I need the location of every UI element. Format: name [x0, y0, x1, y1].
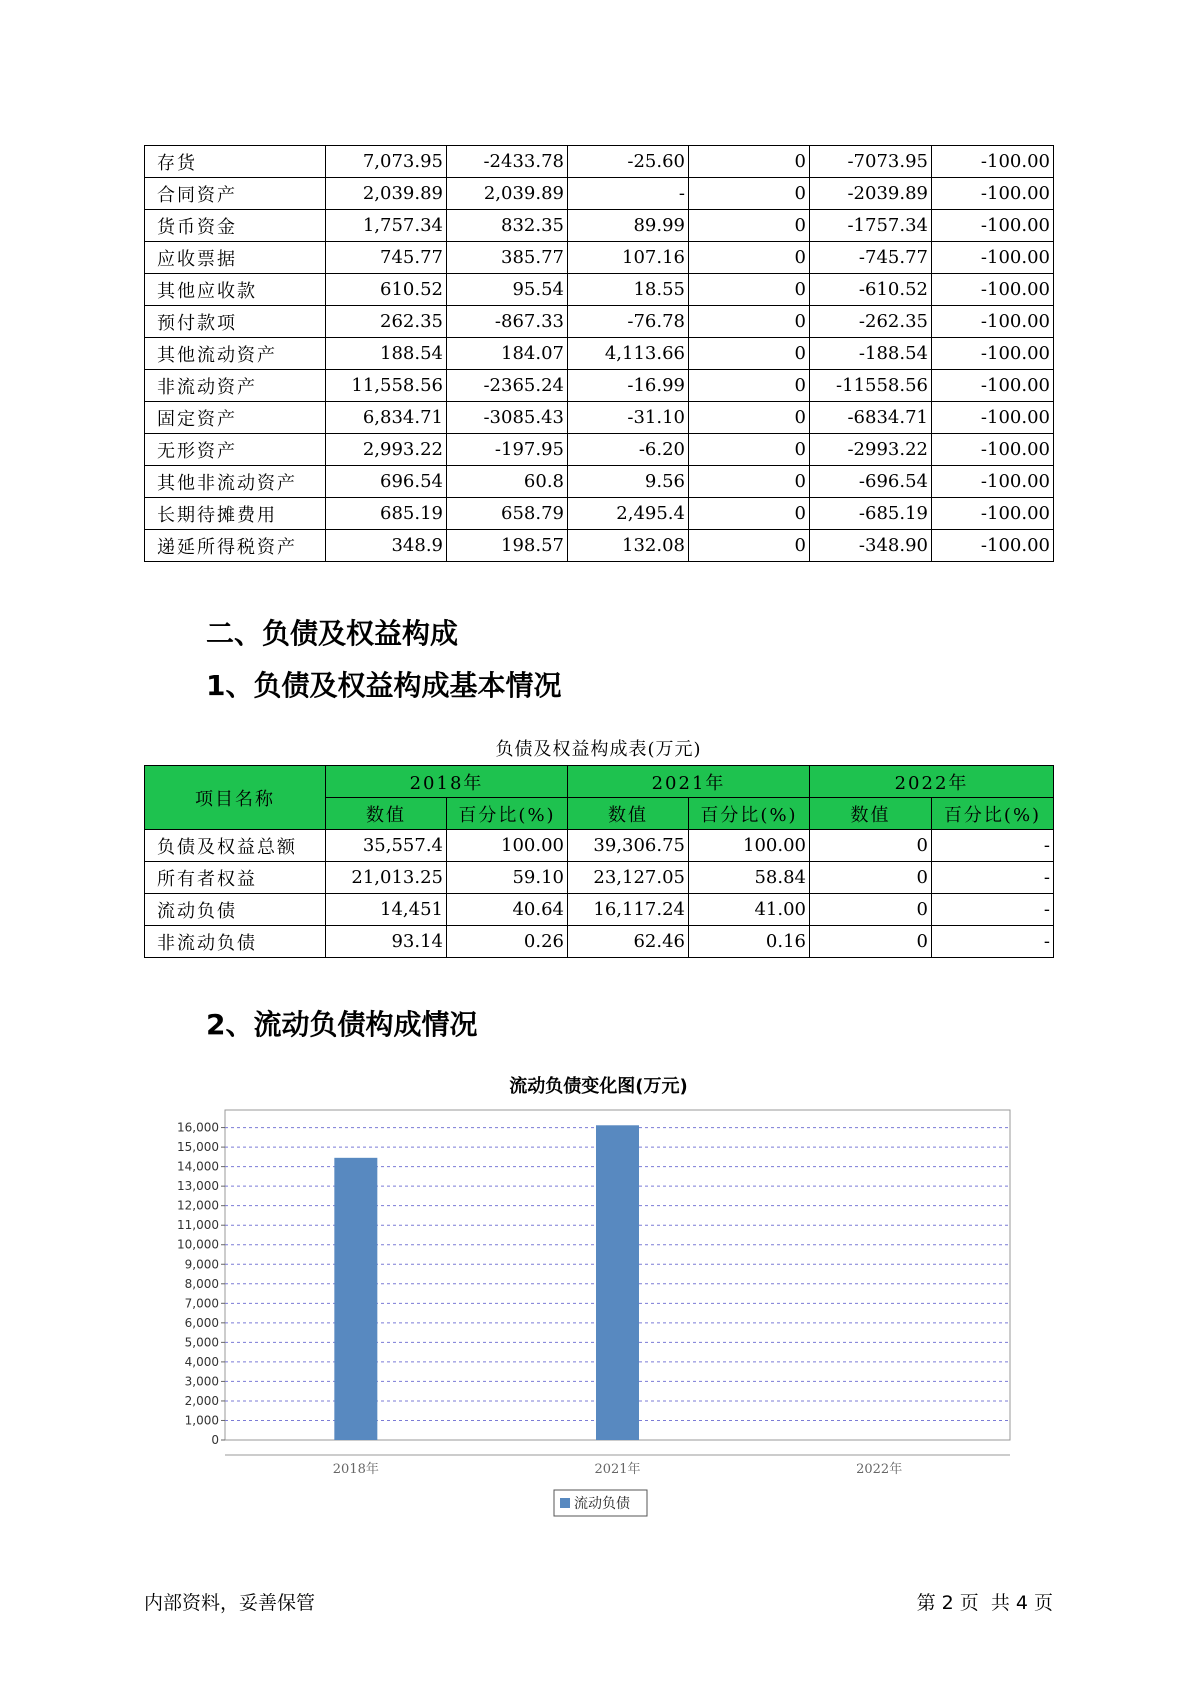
cell-value: -188.54	[810, 338, 932, 370]
cell-value: 2,993.22	[326, 434, 447, 466]
cell-value: 348.9	[326, 530, 447, 562]
y-tick-label: 2,000	[184, 1393, 219, 1408]
y-tick-label: 14,000	[177, 1159, 219, 1174]
cell-value: 0	[689, 146, 810, 178]
y-tick-label: 12,000	[177, 1198, 219, 1213]
legend-swatch	[560, 1498, 570, 1508]
cell-value: 39,306.75	[568, 830, 689, 862]
cell-value: 658.79	[447, 498, 568, 530]
cell-value: -	[568, 178, 689, 210]
cell-value: 21,013.25	[326, 862, 447, 894]
cell-value: -100.00	[932, 434, 1054, 466]
cell-value: -11558.56	[810, 370, 932, 402]
row-label: 预付款项	[145, 306, 326, 338]
cell-value: -100.00	[932, 210, 1054, 242]
cell-value: -25.60	[568, 146, 689, 178]
cell-value: 7,073.95	[326, 146, 447, 178]
cell-value: 58.84	[689, 862, 810, 894]
cell-value: -696.54	[810, 466, 932, 498]
row-label: 无形资产	[145, 434, 326, 466]
row-label: 其他非流动资产	[145, 466, 326, 498]
row-label: 存货	[145, 146, 326, 178]
cell-value: -2433.78	[447, 146, 568, 178]
bar-2018年	[334, 1158, 377, 1440]
cell-value: -6834.71	[810, 402, 932, 434]
cell-value: 35,557.4	[326, 830, 447, 862]
cell-value: 95.54	[447, 274, 568, 306]
cell-value: -348.90	[810, 530, 932, 562]
cell-value: 0	[689, 370, 810, 402]
cell-value: -1757.34	[810, 210, 932, 242]
header-percent: 百分比(%)	[932, 798, 1054, 830]
row-label: 合同资产	[145, 178, 326, 210]
table-caption: 负债及权益构成表(万元)	[495, 739, 702, 760]
bar-2021年	[596, 1125, 639, 1440]
cell-value: -100.00	[932, 498, 1054, 530]
legend-label: 流动负债	[574, 1496, 630, 1512]
cell-value: 610.52	[326, 274, 447, 306]
subsection-heading-1: 1、负债及权益构成基本情况	[206, 669, 562, 702]
cell-value: -100.00	[932, 178, 1054, 210]
cell-value: -	[932, 862, 1054, 894]
cell-value: 0	[689, 434, 810, 466]
cell-value: 40.64	[447, 894, 568, 926]
cell-value: 0	[689, 274, 810, 306]
y-tick-label: 3,000	[184, 1374, 219, 1389]
cell-value: 2,039.89	[447, 178, 568, 210]
y-tick-label: 15,000	[177, 1140, 219, 1155]
x-tick-label: 2018年	[332, 1462, 379, 1477]
row-label: 所有者权益	[145, 862, 326, 894]
cell-value: -100.00	[932, 530, 1054, 562]
cell-value: 41.00	[689, 894, 810, 926]
cell-value: -100.00	[932, 466, 1054, 498]
row-label: 货币资金	[145, 210, 326, 242]
cell-value: -197.95	[447, 434, 568, 466]
row-label: 流动负债	[145, 894, 326, 926]
cell-value: 745.77	[326, 242, 447, 274]
cell-value: 9.56	[568, 466, 689, 498]
x-tick-label: 2022年	[856, 1462, 903, 1477]
cell-value: 188.54	[326, 338, 447, 370]
cell-value: 0	[689, 210, 810, 242]
cell-value: -610.52	[810, 274, 932, 306]
cell-value: 184.07	[447, 338, 568, 370]
cell-value: 0.26	[447, 926, 568, 958]
cell-value: 11,558.56	[326, 370, 447, 402]
header-year-2018: 2018年	[326, 766, 568, 798]
header-year-2021: 2021年	[568, 766, 810, 798]
cell-value: 62.46	[568, 926, 689, 958]
y-tick-label: 11,000	[177, 1218, 219, 1233]
cell-value: -2993.22	[810, 434, 932, 466]
cell-value: -100.00	[932, 338, 1054, 370]
section-heading: 二、负债及权益构成	[206, 617, 459, 650]
x-tick-label: 2021年	[594, 1462, 641, 1477]
cell-value: 0	[810, 830, 932, 862]
header-value: 数值	[810, 798, 932, 830]
cell-value: 685.19	[326, 498, 447, 530]
cell-value: -100.00	[932, 274, 1054, 306]
header-percent: 百分比(%)	[447, 798, 568, 830]
cell-value: 1,757.34	[326, 210, 447, 242]
cell-value: 89.99	[568, 210, 689, 242]
cell-value: -100.00	[932, 306, 1054, 338]
cell-value: -100.00	[932, 146, 1054, 178]
row-label: 应收票据	[145, 242, 326, 274]
cell-value: -76.78	[568, 306, 689, 338]
cell-value: -745.77	[810, 242, 932, 274]
cell-value: 0	[689, 242, 810, 274]
cell-value: 385.77	[447, 242, 568, 274]
footer-confidential: 内部资料，妥善保管	[144, 1592, 316, 1614]
cell-value: 14,451	[326, 894, 447, 926]
header-percent: 百分比(%)	[689, 798, 810, 830]
cell-value: 0	[810, 894, 932, 926]
y-tick-label: 5,000	[184, 1335, 219, 1350]
cell-value: -7073.95	[810, 146, 932, 178]
cell-value: 0	[689, 466, 810, 498]
y-tick-label: 0	[211, 1433, 219, 1447]
cell-value: -100.00	[932, 370, 1054, 402]
cell-value: 0	[810, 862, 932, 894]
page-number: 第 2 页 共 4 页	[916, 1592, 1053, 1614]
y-tick-label: 16,000	[177, 1120, 219, 1135]
y-tick-label: 13,000	[177, 1179, 219, 1194]
cell-value: 0	[689, 178, 810, 210]
cell-value: -31.10	[568, 402, 689, 434]
cell-value: 107.16	[568, 242, 689, 274]
cell-value: -867.33	[447, 306, 568, 338]
row-label: 固定资产	[145, 402, 326, 434]
cell-value: 696.54	[326, 466, 447, 498]
cell-value: 0	[810, 926, 932, 958]
cell-value: -16.99	[568, 370, 689, 402]
cell-value: -2039.89	[810, 178, 932, 210]
cell-value: 16,117.24	[568, 894, 689, 926]
cell-value: 4,113.66	[568, 338, 689, 370]
row-label: 其他流动资产	[145, 338, 326, 370]
cell-value: 0	[689, 402, 810, 434]
cell-value: -262.35	[810, 306, 932, 338]
row-label: 非流动负债	[145, 926, 326, 958]
cell-value: -100.00	[932, 402, 1054, 434]
cell-value: -2365.24	[447, 370, 568, 402]
header-item-name: 项目名称	[145, 766, 326, 830]
y-tick-label: 8,000	[184, 1276, 219, 1291]
cell-value: 0.16	[689, 926, 810, 958]
cell-value: 60.8	[447, 466, 568, 498]
cell-value: 93.14	[326, 926, 447, 958]
y-tick-label: 4,000	[184, 1354, 219, 1369]
cell-value: 832.35	[447, 210, 568, 242]
cell-value: -	[932, 894, 1054, 926]
header-value: 数值	[568, 798, 689, 830]
cell-value: 2,039.89	[326, 178, 447, 210]
row-label: 非流动资产	[145, 370, 326, 402]
cell-value: -	[932, 926, 1054, 958]
cell-value: -100.00	[932, 242, 1054, 274]
cell-value: -685.19	[810, 498, 932, 530]
cell-value: -	[932, 830, 1054, 862]
chart-title: 流动负债变化图(万元)	[509, 1076, 688, 1097]
cell-value: 2,495.4	[568, 498, 689, 530]
cell-value: 6,834.71	[326, 402, 447, 434]
cell-value: -6.20	[568, 434, 689, 466]
cell-value: 23,127.05	[568, 862, 689, 894]
cell-value: 18.55	[568, 274, 689, 306]
cell-value: 100.00	[689, 830, 810, 862]
y-tick-label: 1,000	[184, 1413, 219, 1428]
cell-value: 100.00	[447, 830, 568, 862]
cell-value: -3085.43	[447, 402, 568, 434]
y-tick-label: 10,000	[177, 1237, 219, 1252]
row-label: 负债及权益总额	[145, 830, 326, 862]
cell-value: 262.35	[326, 306, 447, 338]
cell-value: 0	[689, 306, 810, 338]
cell-value: 198.57	[447, 530, 568, 562]
cell-value: 0	[689, 338, 810, 370]
row-label: 长期待摊费用	[145, 498, 326, 530]
cell-value: 0	[689, 530, 810, 562]
row-label: 其他应收款	[145, 274, 326, 306]
header-value: 数值	[326, 798, 447, 830]
cell-value: 132.08	[568, 530, 689, 562]
header-year-2022: 2022年	[810, 766, 1054, 798]
cell-value: 59.10	[447, 862, 568, 894]
y-tick-label: 9,000	[184, 1257, 219, 1272]
y-tick-label: 7,000	[184, 1296, 219, 1311]
cell-value: 0	[689, 498, 810, 530]
y-tick-label: 6,000	[184, 1315, 219, 1330]
subsection-heading-2: 2、流动负债构成情况	[206, 1008, 478, 1041]
row-label: 递延所得税资产	[145, 530, 326, 562]
